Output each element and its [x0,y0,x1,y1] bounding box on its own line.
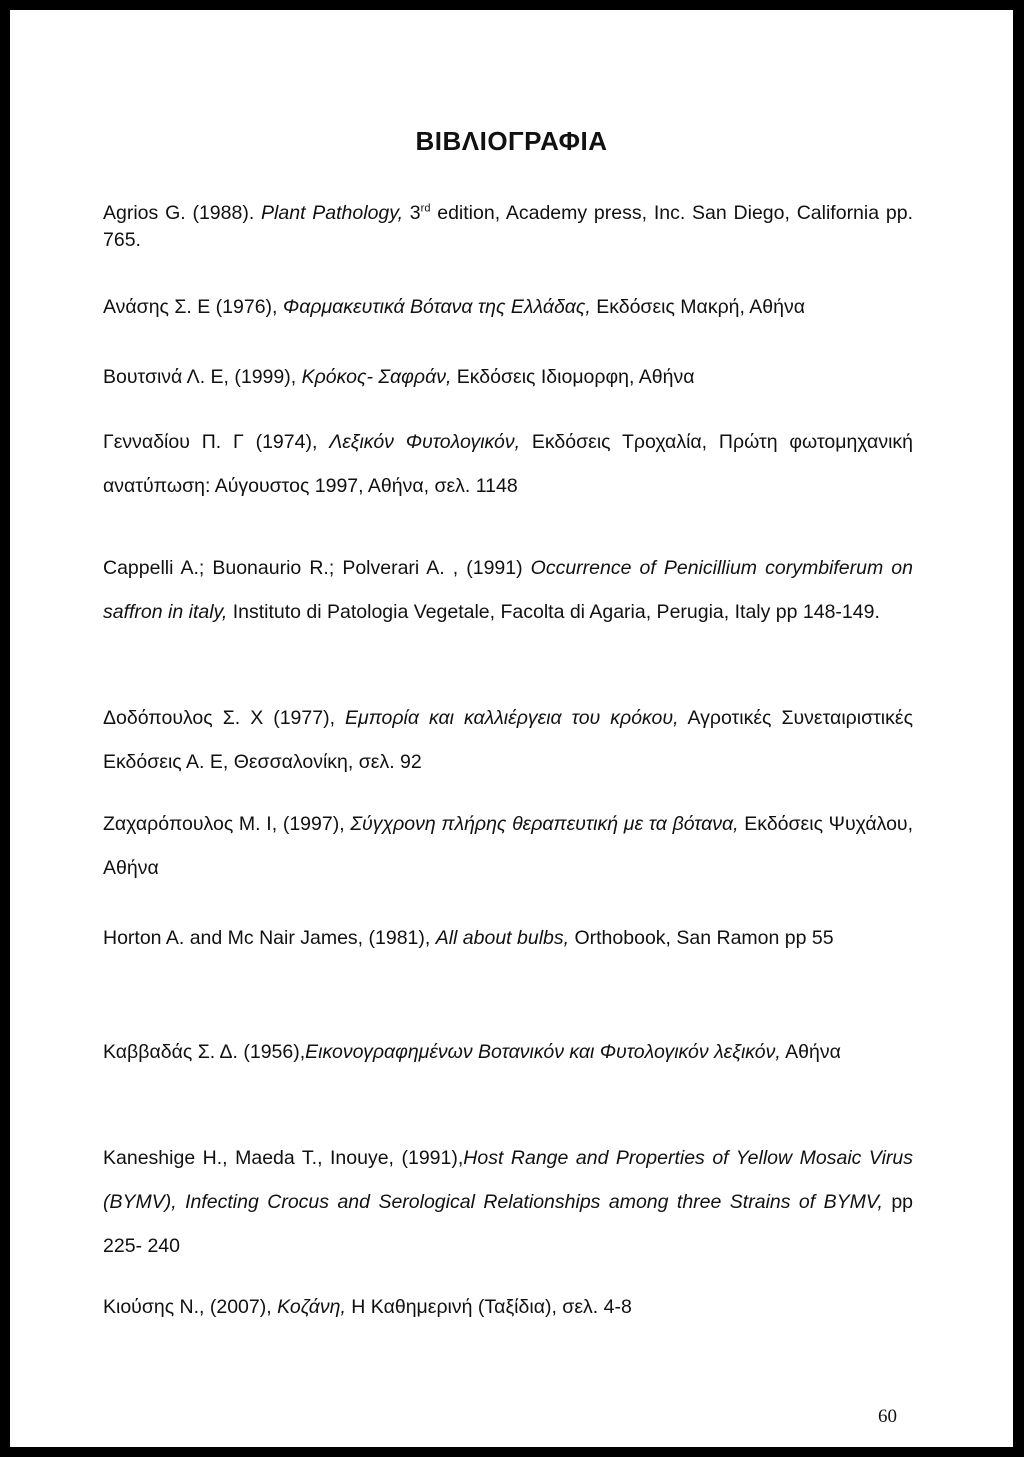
reference-dodopoulos: Δοδόπουλος Σ. Χ (1977), Εμπορία και καλλιέργεια του κρόκου, Αγροτικές Συνεταιριστικές Εκδόσεις Α. Ε, Θεσσαλονίκη, σελ. 92 [103,707,913,773]
reference-zacharopoulos: Ζαχαρόπουλος Μ. Ι, (1997), Σύγχρονη πλήρης θεραπευτική με τα βότανα, Εκδόσεις Ψυχάλου, Αθήνα [103,813,914,879]
reference-kiousis: Κιούσης Ν., (2007), Κοζάνη, Η Καθημερινή (Ταξίδια), σελ. 4-8 [103,1296,632,1318]
reference-horton: Horton A. and Mc Nair James, (1981), All about bulbs, Orthobook, San Ramon pp 55 [103,927,834,949]
page-number: 60 [878,1406,897,1427]
reference-agrios: Agrios G. (1988). Plant Pathology, 3rd edition, Academy press, Inc. San Diego, California pp. 765. [103,202,913,251]
reference-kaneshige: Kaneshige H., Maeda T., Inouye, (1991),Host Range and Properties of Yellow Mosaic Virus (BYMV), Infecting Crocus and Serological Relationships among three Strains of BYMV, pp 225- 240 [103,1147,914,1257]
reference-cappelli: Cappelli A.; Buonaurio R.; Polverari A. , (1991) Occurrence of Penicillium corymbiferum on saffron in italy, Instituto di Patologia Vegetale, Facolta di Agaria, Perugia, Italy pp 148-149. [103,557,913,623]
reference-anasis: Ανάσης Σ. Ε (1976), Φαρμακευτικά Βότανα της Ελλάδας, Εκδόσεις Μακρή, Αθήνα [103,296,805,318]
page-title: ΒΙΒΛΙΟΓΡΑΦΙΑ [415,126,608,156]
reference-kavvadas: Καββαδάς Σ. Δ. (1956),Εικονογραφημένων Βοτανικόν και Φυτολογικόν λεξικόν, Αθήνα [103,1041,841,1063]
reference-voutsina: Βουτσινά Λ. Ε, (1999), Κρόκος- Σαφράν, Εκδόσεις Ιδιομορφη, Αθήνα [103,366,695,388]
document-page [10,10,1013,1447]
reference-gennadiou: Γενναδίου Π. Γ (1974), Λεξικόν Φυτολογικόν, Εκδόσεις Τροχαλία, Πρώτη φωτομηχανική ανατύπωση: Αύγουστος 1997, Αθήνα, σελ. 1148 [103,431,913,497]
